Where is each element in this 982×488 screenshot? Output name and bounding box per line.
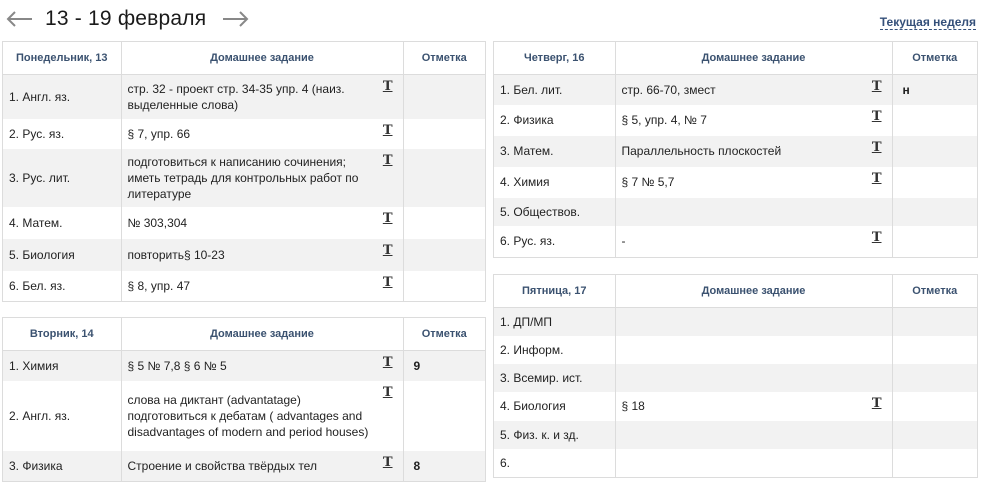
subject-cell: 3. Рус. лит. (3, 149, 121, 207)
day-title: Пятница, 17 (494, 275, 615, 308)
arrow-left-icon[interactable] (4, 9, 34, 29)
mark-cell: 9 (403, 351, 485, 381)
homework-text: § 5, упр. 4, № 7 (621, 113, 707, 127)
text-edit-icon[interactable]: T (871, 229, 882, 245)
lesson-row (494, 226, 977, 257)
subject-cell: 3. Всемир. ист. (494, 364, 615, 392)
mark-cell (403, 239, 485, 271)
homework-cell (615, 336, 892, 364)
mark-cell (892, 364, 977, 392)
lesson-rows (3, 75, 485, 301)
homework-text: повторить§ 10-23 (127, 247, 225, 262)
lesson-row (494, 75, 977, 105)
text-edit-icon[interactable]: T (871, 108, 882, 124)
day-title: Понедельник, 13 (3, 42, 121, 75)
mark-cell (892, 392, 977, 421)
mark-cell (403, 75, 485, 119)
subject-cell: 5. Биология (3, 239, 121, 271)
lesson-row (494, 364, 977, 392)
lesson-row (3, 119, 485, 149)
lesson-row (494, 392, 977, 421)
mark-column-header: Отметка (403, 42, 485, 75)
lesson-rows (494, 308, 977, 477)
homework-cell (121, 119, 403, 149)
subject-cell: 2. Информ. (494, 336, 615, 364)
homework-text: § 5 № 7,8 § 6 № 5 (127, 358, 227, 373)
text-edit-icon[interactable]: T (382, 384, 393, 400)
homework-cell (615, 449, 892, 477)
homework-cell (615, 421, 892, 449)
subject-cell: 4. Химия (494, 167, 615, 198)
lesson-row (3, 451, 485, 481)
schedule-table (494, 42, 977, 257)
lesson-row (3, 149, 485, 207)
lesson-rows (494, 75, 977, 257)
mark-cell (892, 167, 977, 198)
homework-text: Строение и свойства твёрдых тел (127, 458, 317, 473)
homework-column-header: Домашнее задание (615, 275, 892, 308)
lesson-row (494, 167, 977, 198)
text-edit-icon[interactable]: T (382, 79, 393, 94)
subject-cell: 2. Физика (494, 105, 615, 136)
day-monday (2, 41, 486, 302)
mark-cell (892, 136, 977, 167)
homework-cell (615, 167, 892, 198)
week-navigation (0, 0, 982, 40)
lesson-row (494, 308, 977, 336)
subject-cell: 1. Англ. яз. (3, 75, 121, 119)
subject-cell: 5. Обществов. (494, 198, 615, 226)
lesson-row (494, 105, 977, 136)
text-edit-icon[interactable]: T (382, 152, 393, 168)
mark-cell (892, 449, 977, 477)
subject-cell: 1. Бел. лит. (494, 75, 615, 105)
homework-cell (615, 308, 892, 336)
subject-cell: 2. Рус. яз. (3, 119, 121, 149)
homework-text: § 18 (621, 399, 645, 413)
day-tuesday (2, 317, 486, 482)
day-title: Вторник, 14 (3, 318, 121, 351)
homework-cell (121, 207, 403, 239)
homework-cell (121, 239, 403, 271)
homework-cell (615, 136, 892, 167)
homework-cell (121, 451, 403, 481)
schedule-table (3, 42, 485, 301)
text-edit-icon[interactable]: T (382, 454, 393, 470)
homework-cell (615, 364, 892, 392)
homework-text: стр. 66-70, змест (621, 82, 716, 97)
lesson-row (494, 198, 977, 226)
homework-cell (121, 351, 403, 381)
homework-cell (121, 149, 403, 207)
day-friday (493, 274, 978, 478)
lesson-row (494, 421, 977, 449)
mark-cell (892, 336, 977, 364)
mark-cell: 8 (403, 451, 485, 481)
mark-cell (892, 308, 977, 336)
subject-cell: 4. Биология (494, 392, 615, 421)
text-edit-icon[interactable]: T (871, 170, 882, 186)
current-week-link[interactable]: Текущая неделя (879, 15, 976, 29)
arrow-right-icon[interactable] (221, 9, 251, 29)
subject-cell: 4. Матем. (3, 207, 121, 239)
mark-cell: н (892, 75, 977, 105)
mark-cell (403, 119, 485, 149)
homework-cell (615, 226, 892, 257)
mark-column-header: Отметка (892, 42, 977, 75)
subject-cell: 3. Матем. (494, 136, 615, 167)
homework-cell (615, 198, 892, 226)
lesson-row (3, 75, 485, 119)
homework-cell (121, 75, 403, 119)
homework-text: § 7, упр. 66 (127, 126, 191, 141)
mark-cell (892, 421, 977, 449)
lesson-row (3, 381, 485, 451)
subject-cell: 6. Бел. яз. (3, 271, 121, 301)
lesson-row (3, 239, 485, 271)
homework-text: § 7 № 5,7 (621, 175, 675, 189)
homework-column-header: Домашнее задание (615, 42, 892, 75)
homework-text: - (621, 234, 626, 248)
homework-cell (121, 271, 403, 301)
homework-cell (615, 75, 892, 105)
text-edit-icon[interactable]: T (382, 355, 393, 370)
mark-cell (892, 105, 977, 136)
homework-text: слова на диктант (advantatage) подготовиться к дебатам ( advantages and disadvantages of modern and period houses) (127, 392, 369, 439)
homework-text: № 303,304 (127, 215, 188, 230)
lesson-rows (3, 351, 485, 481)
schedule-table (3, 318, 485, 481)
lesson-row (494, 336, 977, 364)
homework-column-header: Домашнее задание (121, 42, 403, 75)
week-title: 13 - 19 февраля (45, 7, 207, 30)
lesson-row (3, 351, 485, 381)
mark-cell (403, 207, 485, 239)
subject-cell: 1. ДП/МП (494, 308, 615, 336)
mark-cell (892, 198, 977, 226)
subject-cell: 1. Химия (3, 351, 121, 381)
mark-cell (403, 381, 485, 451)
day-title: Четверг, 16 (494, 42, 615, 75)
homework-text: Параллельность плоскостей (621, 144, 782, 158)
homework-column-header: Домашнее задание (121, 318, 403, 351)
homework-cell (121, 381, 403, 451)
mark-cell (403, 271, 485, 301)
mark-cell (892, 226, 977, 257)
lesson-row (3, 271, 485, 301)
subject-cell: 2. Англ. яз. (3, 381, 121, 451)
day-thursday (493, 41, 978, 258)
homework-cell (615, 105, 892, 136)
text-edit-icon[interactable]: T (871, 139, 882, 155)
lesson-row (3, 207, 485, 239)
mark-column-header: Отметка (892, 275, 977, 308)
homework-cell (615, 392, 892, 421)
text-edit-icon[interactable]: T (382, 242, 393, 258)
mark-column-header: Отметка (403, 318, 485, 351)
text-edit-icon[interactable]: T (382, 210, 393, 226)
subject-cell: 6. Рус. яз. (494, 226, 615, 257)
mark-cell (403, 149, 485, 207)
subject-cell: 6. (494, 449, 615, 477)
text-edit-icon[interactable]: T (871, 395, 882, 411)
text-edit-icon[interactable]: T (871, 79, 882, 94)
homework-text: подготовиться к написанию сочинения; иметь тетрадь для контрольных работ по литературе (127, 154, 359, 201)
lesson-row (494, 449, 977, 477)
schedule-table (494, 275, 977, 477)
text-edit-icon[interactable]: T (382, 274, 393, 290)
text-edit-icon[interactable]: T (382, 122, 393, 138)
homework-text: стр. 32 - проект стр. 34-35 упр. 4 (наиз. выделенные слова) (127, 81, 345, 112)
lesson-row (494, 136, 977, 167)
homework-text: § 8, упр. 47 (127, 278, 191, 293)
subject-cell: 3. Физика (3, 451, 121, 481)
subject-cell: 5. Физ. к. и зд. (494, 421, 615, 449)
